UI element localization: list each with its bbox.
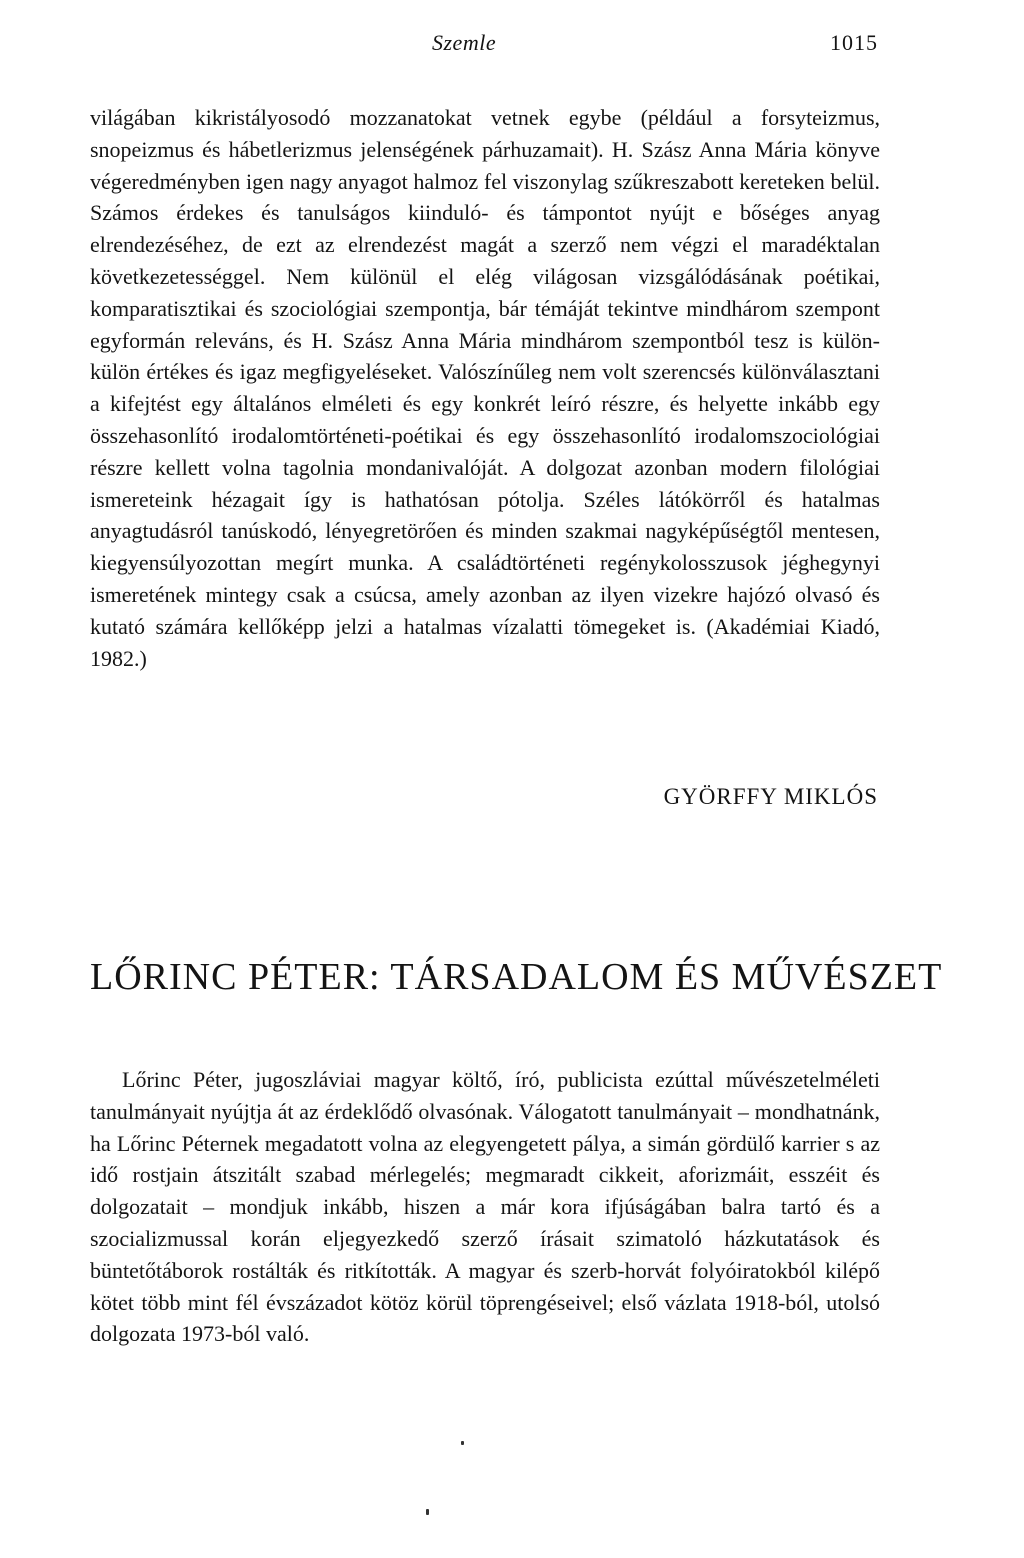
review-title: LŐRINC PÉTER: TÁRSADALOM ÉS MŰVÉSZET (90, 956, 943, 998)
review-paragraph: világában kikristályosodó mozzanatokat vetnek egybe (például a forsyteizmus, snopeizmus és hábetlerizmus jelenségének párhuzamait). H. Szász Anna Mária könyve végeredményben igen nagy anyagot halmoz fel viszonylag szűkreszabott kereteken belül. Számos érdekes és tanulságos kiinduló- és támpontot nyújt e bőséges anyag elrendezéséhez, de ezt az elrendezést magát a szerző nem végzi el maradéktalan következetességgel. Nem különül el elég világosan vizsgálódásának poétikai, komparatisztikai és szociológiai szempontja, bár témáját tekintve mindhárom szempont egyformán releváns, és H. Szász Anna Mária mindhárom szempontból tesz is külön-külön értékes és igaz megfigyeléseket. Valószínűleg nem volt szerencsés különválasztani a kifejtést egy általános elméleti és egy konkrét leíró részre, és helyette inkább egy összehasonlító irodalomtörténeti-poétikai és egy összehasonlító irodalomszociológiai részre kellett volna tagolnia mondanivalóját. A dolgozat azonban modern filológiai ismereteink hézagait így is hathatósan pótolja. Széles látókörről és hatalmas anyagtudásról tanúskodó, lényegretörően és minden szakmai nagyképűségtől mentesen, kiegyensúlyozottan megírt munka. A családtörténeti regénykolosszusok jéghegynyi ismeretének mintegy csak a csúcsa, amely azonban az ilyen vizekre hajózó olvasó és kutató számára kellőképp jelzi a hatalmas vízalatti tömegeket is. (Akadémiai Kiadó, 1982.) (90, 105, 880, 671)
print-speck (461, 1441, 464, 1445)
running-title: Szemle (432, 30, 497, 55)
review-body (90, 1064, 880, 1350)
page-number: 1015 (830, 30, 878, 55)
review-continued-text (90, 102, 880, 674)
print-speck (426, 1509, 429, 1515)
review-author: GYÖRFFY MIKLÓS (663, 784, 878, 809)
page-header (90, 30, 880, 66)
review-paragraph: Lőrinc Péter, jugoszláviai magyar költő, író, publicista ezúttal művészetelméleti tanulmányait nyújtja át az érdeklődő olvasónak. Válogatott tanulmányait – mondhatnánk, ha Lőrinc Péternek megadatott volna az elegyengetett pálya, a simán gördülő karrier s az idő rostjain átszitált szabad mérlegelés; megmaradt cikkeit, aforizmáit, esszéit és dolgozatait – mondjuk inkább, hiszen a már kora ifjúságában balra tartó és a szocializmussal korán eljegyezkedő szerző írásait szimatoló házkutatások és büntetőtáborok rostálták és ritkították. A magyar és szerb-horvát folyóiratokból kilépő kötet több mint fél évszázadot kötöz körül töprengéseivel; első vázlata 1918-ból, utolsó dolgozata 1973-ból való. (90, 1067, 880, 1347)
